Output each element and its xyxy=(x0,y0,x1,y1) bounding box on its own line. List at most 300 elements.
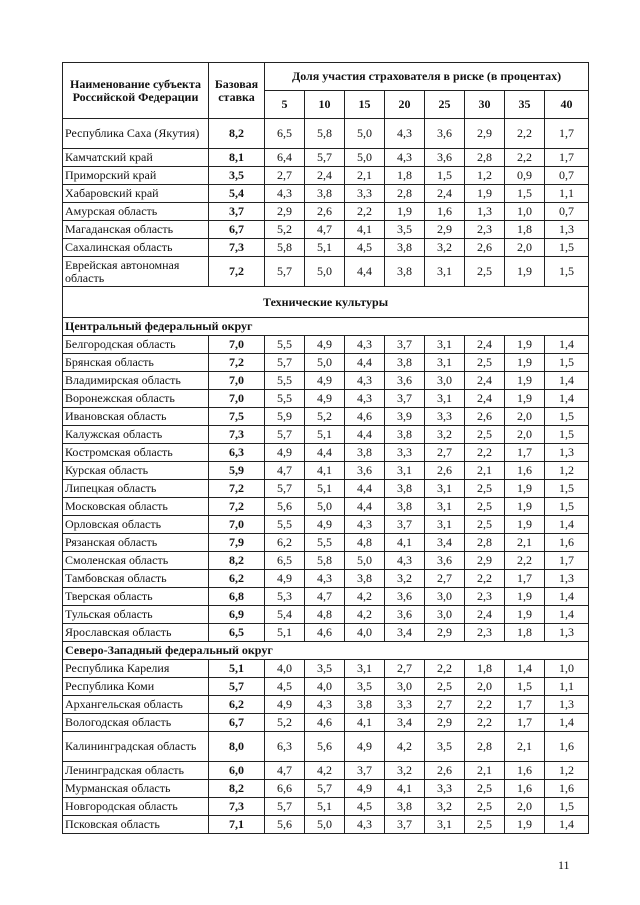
base-rate-cell: 6,2 xyxy=(209,696,265,714)
rate-cell: 5,0 xyxy=(345,552,385,570)
rate-cell: 2,9 xyxy=(465,119,505,149)
rate-cell: 1,6 xyxy=(425,203,465,221)
rate-cell: 1,4 xyxy=(545,336,589,354)
rate-cell: 2,0 xyxy=(465,678,505,696)
rate-cell: 4,4 xyxy=(345,426,385,444)
section-title-row xyxy=(63,287,589,318)
base-rate-cell: 7,1 xyxy=(209,816,265,834)
rate-cell: 5,0 xyxy=(305,498,345,516)
rate-cell: 3,4 xyxy=(385,714,425,732)
rate-cell: 4,3 xyxy=(345,336,385,354)
rate-cell: 4,9 xyxy=(305,390,345,408)
rate-cell: 2,8 xyxy=(465,149,505,167)
rate-cell: 1,3 xyxy=(545,221,589,239)
table-row xyxy=(63,816,589,834)
rate-cell: 3,3 xyxy=(425,780,465,798)
rate-cell: 2,2 xyxy=(465,714,505,732)
header-percent-25: 25 xyxy=(425,91,465,119)
rate-cell: 2,3 xyxy=(465,221,505,239)
rate-cell: 4,8 xyxy=(305,606,345,624)
rate-cell: 3,3 xyxy=(345,185,385,203)
rate-cell: 2,8 xyxy=(385,185,425,203)
rate-cell: 1,7 xyxy=(545,552,589,570)
subject-name-cell: Московская область xyxy=(63,498,209,516)
rate-cell: 1,2 xyxy=(545,462,589,480)
rate-cell: 3,8 xyxy=(385,480,425,498)
rate-cell: 1,5 xyxy=(545,408,589,426)
rate-cell: 5,5 xyxy=(265,336,305,354)
table-row xyxy=(63,480,589,498)
rate-cell: 4,1 xyxy=(385,534,425,552)
rate-cell: 2,6 xyxy=(465,408,505,426)
rate-cell: 4,8 xyxy=(345,534,385,552)
table-row xyxy=(63,426,589,444)
subject-name-cell: Новгородская область xyxy=(63,798,209,816)
rate-cell: 1,8 xyxy=(505,221,545,239)
rate-cell: 5,0 xyxy=(345,149,385,167)
rate-cell: 4,1 xyxy=(345,221,385,239)
rate-cell: 3,4 xyxy=(385,624,425,642)
subject-name-cell: Ленинградская область xyxy=(63,762,209,780)
rate-cell: 2,4 xyxy=(465,606,505,624)
rate-cell: 1,4 xyxy=(545,714,589,732)
rate-cell: 1,5 xyxy=(545,239,589,257)
rate-cell: 2,6 xyxy=(305,203,345,221)
base-rate-cell: 7,5 xyxy=(209,408,265,426)
subject-name-cell: Республика Коми xyxy=(63,678,209,696)
rate-cell: 5,0 xyxy=(345,119,385,149)
table-row xyxy=(63,203,589,221)
rate-cell: 4,1 xyxy=(345,714,385,732)
rate-cell: 2,8 xyxy=(465,534,505,552)
rate-cell: 4,3 xyxy=(345,390,385,408)
rate-cell: 2,2 xyxy=(505,149,545,167)
rate-cell: 3,1 xyxy=(345,660,385,678)
rate-cell: 2,1 xyxy=(345,167,385,185)
rate-cell: 1,4 xyxy=(505,660,545,678)
rate-cell: 4,2 xyxy=(305,762,345,780)
base-rate-cell: 5,4 xyxy=(209,185,265,203)
subject-name-cell: Владимирская область xyxy=(63,372,209,390)
rate-cell: 2,5 xyxy=(465,498,505,516)
rate-cell: 1,7 xyxy=(505,444,545,462)
rate-cell: 1,7 xyxy=(545,149,589,167)
base-rate-cell: 6,3 xyxy=(209,444,265,462)
rate-cell: 1,6 xyxy=(505,780,545,798)
rate-cell: 4,2 xyxy=(385,732,425,762)
rate-cell: 5,9 xyxy=(265,408,305,426)
base-rate-cell: 7,0 xyxy=(209,372,265,390)
table-row xyxy=(63,149,589,167)
rate-cell: 4,4 xyxy=(345,480,385,498)
rates-table xyxy=(62,62,589,834)
rate-cell: 1,9 xyxy=(465,185,505,203)
rate-cell: 1,7 xyxy=(545,119,589,149)
rate-cell: 2,5 xyxy=(465,798,505,816)
rate-cell: 2,6 xyxy=(425,462,465,480)
base-rate-cell: 8,2 xyxy=(209,780,265,798)
table-row xyxy=(63,372,589,390)
rate-cell: 2,9 xyxy=(425,221,465,239)
rate-cell: 1,0 xyxy=(505,203,545,221)
rate-cell: 5,6 xyxy=(265,816,305,834)
rate-cell: 4,9 xyxy=(345,732,385,762)
table-row xyxy=(63,714,589,732)
header-percent-15: 15 xyxy=(345,91,385,119)
rate-cell: 4,0 xyxy=(265,660,305,678)
base-rate-cell: 6,0 xyxy=(209,762,265,780)
subject-name-cell: Камчатский край xyxy=(63,149,209,167)
rate-cell: 2,8 xyxy=(465,732,505,762)
base-rate-cell: 8,0 xyxy=(209,732,265,762)
rate-cell: 3,1 xyxy=(425,516,465,534)
rate-cell: 4,0 xyxy=(305,678,345,696)
rate-cell: 2,7 xyxy=(265,167,305,185)
rate-cell: 2,7 xyxy=(425,696,465,714)
rate-cell: 6,2 xyxy=(265,534,305,552)
rate-cell: 5,1 xyxy=(305,798,345,816)
rate-cell: 5,0 xyxy=(305,257,345,287)
table-row xyxy=(63,462,589,480)
rate-cell: 1,9 xyxy=(505,816,545,834)
rate-cell: 4,3 xyxy=(265,185,305,203)
rate-cell: 3,1 xyxy=(385,462,425,480)
base-rate-cell: 8,2 xyxy=(209,119,265,149)
rate-cell: 4,1 xyxy=(305,462,345,480)
rate-cell: 2,9 xyxy=(265,203,305,221)
rate-cell: 2,5 xyxy=(465,480,505,498)
rate-cell: 4,4 xyxy=(305,444,345,462)
rate-cell: 3,0 xyxy=(425,372,465,390)
rate-cell: 3,6 xyxy=(425,149,465,167)
rate-cell: 5,6 xyxy=(305,732,345,762)
district-row xyxy=(63,642,589,660)
district-row xyxy=(63,318,589,336)
header-percent-10: 10 xyxy=(305,91,345,119)
rate-cell: 2,5 xyxy=(465,516,505,534)
rate-cell: 2,3 xyxy=(465,624,505,642)
rate-cell: 4,0 xyxy=(345,624,385,642)
rate-cell: 5,5 xyxy=(265,516,305,534)
base-rate-cell: 7,2 xyxy=(209,257,265,287)
table-row xyxy=(63,570,589,588)
rate-cell: 3,0 xyxy=(425,588,465,606)
table-row xyxy=(63,660,589,678)
base-rate-cell: 7,9 xyxy=(209,534,265,552)
table-row xyxy=(63,624,589,642)
rate-cell: 5,1 xyxy=(305,239,345,257)
rate-cell: 3,6 xyxy=(385,606,425,624)
rate-cell: 1,5 xyxy=(545,498,589,516)
rate-cell: 4,9 xyxy=(265,696,305,714)
rate-cell: 2,1 xyxy=(465,762,505,780)
rate-cell: 4,4 xyxy=(345,354,385,372)
table-row xyxy=(63,780,589,798)
rate-cell: 4,9 xyxy=(265,570,305,588)
rate-cell: 3,3 xyxy=(425,408,465,426)
base-rate-cell: 5,7 xyxy=(209,678,265,696)
rate-cell: 5,0 xyxy=(305,354,345,372)
rate-cell: 1,9 xyxy=(505,480,545,498)
rate-cell: 1,3 xyxy=(545,444,589,462)
rate-cell: 1,5 xyxy=(545,798,589,816)
subject-name-cell: Смоленская область xyxy=(63,552,209,570)
rate-cell: 2,4 xyxy=(465,390,505,408)
rate-cell: 5,7 xyxy=(265,480,305,498)
rate-cell: 2,9 xyxy=(465,552,505,570)
rate-cell: 1,8 xyxy=(465,660,505,678)
rate-cell: 1,2 xyxy=(465,167,505,185)
rate-cell: 4,7 xyxy=(265,762,305,780)
rate-cell: 4,7 xyxy=(305,221,345,239)
rate-cell: 4,6 xyxy=(305,624,345,642)
rate-cell: 3,8 xyxy=(385,354,425,372)
subject-name-cell: Калининградская область xyxy=(63,732,209,762)
rate-cell: 4,9 xyxy=(265,444,305,462)
rate-cell: 1,4 xyxy=(545,390,589,408)
rate-cell: 1,9 xyxy=(505,606,545,624)
base-rate-cell: 3,5 xyxy=(209,167,265,185)
rate-cell: 5,4 xyxy=(265,606,305,624)
rate-cell: 6,4 xyxy=(265,149,305,167)
table-row xyxy=(63,498,589,516)
rate-cell: 2,0 xyxy=(505,408,545,426)
rate-cell: 2,3 xyxy=(465,588,505,606)
base-rate-cell: 7,0 xyxy=(209,390,265,408)
rate-cell: 1,9 xyxy=(505,390,545,408)
subject-name-cell: Ярославская область xyxy=(63,624,209,642)
rate-cell: 2,2 xyxy=(425,660,465,678)
rate-cell: 4,9 xyxy=(305,372,345,390)
base-rate-cell: 6,5 xyxy=(209,624,265,642)
rate-cell: 3,7 xyxy=(385,336,425,354)
rate-cell: 1,9 xyxy=(385,203,425,221)
rate-cell: 0,7 xyxy=(545,203,589,221)
subject-name-cell: Хабаровский край xyxy=(63,185,209,203)
rate-cell: 4,6 xyxy=(305,714,345,732)
rate-cell: 6,5 xyxy=(265,119,305,149)
rate-cell: 1,5 xyxy=(545,257,589,287)
rate-cell: 6,3 xyxy=(265,732,305,762)
rate-cell: 2,2 xyxy=(345,203,385,221)
rate-cell: 1,5 xyxy=(545,426,589,444)
base-rate-cell: 8,2 xyxy=(209,552,265,570)
base-rate-cell: 7,2 xyxy=(209,480,265,498)
rate-cell: 3,8 xyxy=(385,239,425,257)
rate-cell: 1,3 xyxy=(545,624,589,642)
base-rate-cell: 6,8 xyxy=(209,588,265,606)
subject-name-cell: Мурманская область xyxy=(63,780,209,798)
table-row xyxy=(63,534,589,552)
rate-cell: 3,5 xyxy=(425,732,465,762)
rate-cell: 2,4 xyxy=(305,167,345,185)
rate-cell: 4,3 xyxy=(385,119,425,149)
subject-name-cell: Приморский край xyxy=(63,167,209,185)
rate-cell: 4,7 xyxy=(265,462,305,480)
rate-cell: 5,8 xyxy=(305,119,345,149)
rate-cell: 3,1 xyxy=(425,354,465,372)
base-rate-cell: 5,1 xyxy=(209,660,265,678)
base-rate-cell: 7,3 xyxy=(209,426,265,444)
rate-cell: 3,1 xyxy=(425,257,465,287)
rate-cell: 4,3 xyxy=(345,372,385,390)
rate-cell: 1,3 xyxy=(545,570,589,588)
rate-cell: 6,6 xyxy=(265,780,305,798)
base-rate-cell: 8,1 xyxy=(209,149,265,167)
header-subject-name: Наименование субъекта Российской Федерации xyxy=(63,63,209,119)
rate-cell: 3,7 xyxy=(345,762,385,780)
table-row xyxy=(63,678,589,696)
page-number: 11 xyxy=(558,858,570,872)
header-percent-40: 40 xyxy=(545,91,589,119)
rate-cell: 1,9 xyxy=(505,257,545,287)
subject-name-cell: Республика Саха (Якутия) xyxy=(63,119,209,149)
rate-cell: 4,2 xyxy=(345,606,385,624)
subject-name-cell: Рязанская область xyxy=(63,534,209,552)
subject-name-cell: Курская область xyxy=(63,462,209,480)
rate-cell: 3,3 xyxy=(385,444,425,462)
table-row xyxy=(63,696,589,714)
rate-cell: 5,7 xyxy=(265,426,305,444)
rate-cell: 5,7 xyxy=(265,257,305,287)
rate-cell: 3,0 xyxy=(385,678,425,696)
subject-name-cell: Сахалинская область xyxy=(63,239,209,257)
rate-cell: 5,5 xyxy=(305,534,345,552)
base-rate-cell: 7,0 xyxy=(209,516,265,534)
rate-cell: 1,4 xyxy=(545,372,589,390)
table-row xyxy=(63,119,589,149)
subject-name-cell: Тульская область xyxy=(63,606,209,624)
rate-cell: 4,3 xyxy=(345,816,385,834)
subject-name-cell: Белгородская область xyxy=(63,336,209,354)
rate-cell: 5,1 xyxy=(265,624,305,642)
rate-cell: 1,1 xyxy=(545,185,589,203)
rate-cell: 5,6 xyxy=(265,498,305,516)
table-row xyxy=(63,239,589,257)
rate-cell: 1,6 xyxy=(505,462,545,480)
rate-cell: 3,3 xyxy=(385,696,425,714)
table-row xyxy=(63,606,589,624)
rate-cell: 4,6 xyxy=(345,408,385,426)
rate-cell: 5,1 xyxy=(305,426,345,444)
subject-name-cell: Архангельская область xyxy=(63,696,209,714)
rate-cell: 1,8 xyxy=(385,167,425,185)
rate-cell: 5,1 xyxy=(305,480,345,498)
base-rate-cell: 5,9 xyxy=(209,462,265,480)
table-row xyxy=(63,588,589,606)
rate-cell: 1,6 xyxy=(545,780,589,798)
rate-cell: 2,4 xyxy=(425,185,465,203)
rate-cell: 1,7 xyxy=(505,714,545,732)
rate-cell: 2,6 xyxy=(465,239,505,257)
rate-cell: 1,4 xyxy=(545,588,589,606)
rate-cell: 5,8 xyxy=(305,552,345,570)
rate-cell: 3,5 xyxy=(345,678,385,696)
rate-cell: 4,9 xyxy=(345,780,385,798)
table-row xyxy=(63,444,589,462)
table-row xyxy=(63,336,589,354)
rate-cell: 2,0 xyxy=(505,798,545,816)
subject-name-cell: Еврейская автономная область xyxy=(63,257,209,287)
subject-name-cell: Орловская область xyxy=(63,516,209,534)
rate-cell: 3,7 xyxy=(385,516,425,534)
rate-cell: 2,9 xyxy=(425,624,465,642)
rate-cell: 1,0 xyxy=(545,660,589,678)
header-percent-30: 30 xyxy=(465,91,505,119)
base-rate-cell: 7,2 xyxy=(209,498,265,516)
base-rate-cell: 6,2 xyxy=(209,570,265,588)
subject-name-cell: Костромская область xyxy=(63,444,209,462)
base-rate-cell: 7,0 xyxy=(209,336,265,354)
rate-cell: 1,4 xyxy=(545,606,589,624)
rate-cell: 2,2 xyxy=(465,696,505,714)
rate-cell: 5,7 xyxy=(305,780,345,798)
rate-cell: 3,5 xyxy=(305,660,345,678)
base-rate-cell: 7,3 xyxy=(209,798,265,816)
rate-cell: 1,5 xyxy=(545,480,589,498)
rate-cell: 5,7 xyxy=(305,149,345,167)
rate-cell: 1,6 xyxy=(505,762,545,780)
rate-cell: 1,5 xyxy=(505,185,545,203)
base-rate-cell: 6,7 xyxy=(209,714,265,732)
rate-cell: 2,5 xyxy=(465,354,505,372)
table-row xyxy=(63,552,589,570)
header-percent-35: 35 xyxy=(505,91,545,119)
rate-cell: 5,5 xyxy=(265,372,305,390)
rate-cell: 1,5 xyxy=(505,678,545,696)
header-risk-share: Доля участия страхователя в риске (в процентах) xyxy=(265,63,589,91)
rate-cell: 3,6 xyxy=(385,588,425,606)
section-title: Технические культуры xyxy=(63,287,589,318)
subject-name-cell: Воронежская область xyxy=(63,390,209,408)
rate-cell: 3,7 xyxy=(385,390,425,408)
rate-cell: 1,1 xyxy=(545,678,589,696)
rate-cell: 3,2 xyxy=(385,570,425,588)
rate-cell: 2,2 xyxy=(465,570,505,588)
rate-cell: 3,8 xyxy=(385,257,425,287)
rate-cell: 3,1 xyxy=(425,816,465,834)
rate-cell: 2,1 xyxy=(505,534,545,552)
rate-cell: 1,5 xyxy=(425,167,465,185)
rate-cell: 1,9 xyxy=(505,336,545,354)
rate-cell: 4,3 xyxy=(345,516,385,534)
rate-cell: 3,8 xyxy=(385,498,425,516)
district-title: Центральный федеральный округ xyxy=(63,318,589,336)
rate-cell: 4,3 xyxy=(305,570,345,588)
rate-cell: 2,5 xyxy=(465,257,505,287)
subject-name-cell: Липецкая область xyxy=(63,480,209,498)
table-row xyxy=(63,257,589,287)
rate-cell: 3,8 xyxy=(385,798,425,816)
header-percent-20: 20 xyxy=(385,91,425,119)
rate-cell: 1,7 xyxy=(505,570,545,588)
rate-cell: 3,8 xyxy=(385,426,425,444)
rate-cell: 1,8 xyxy=(505,624,545,642)
rate-cell: 4,3 xyxy=(385,552,425,570)
rate-cell: 3,1 xyxy=(425,480,465,498)
rate-cell: 3,2 xyxy=(425,798,465,816)
rate-cell: 1,9 xyxy=(505,516,545,534)
rate-cell: 1,3 xyxy=(545,696,589,714)
table-row xyxy=(63,167,589,185)
rate-cell: 5,2 xyxy=(305,408,345,426)
rate-cell: 3,2 xyxy=(425,239,465,257)
rate-cell: 5,2 xyxy=(265,714,305,732)
subject-name-cell: Тверская область xyxy=(63,588,209,606)
header-base-rate: Базовая ставка xyxy=(209,63,265,119)
rate-cell: 3,8 xyxy=(345,696,385,714)
rate-cell: 2,1 xyxy=(505,732,545,762)
